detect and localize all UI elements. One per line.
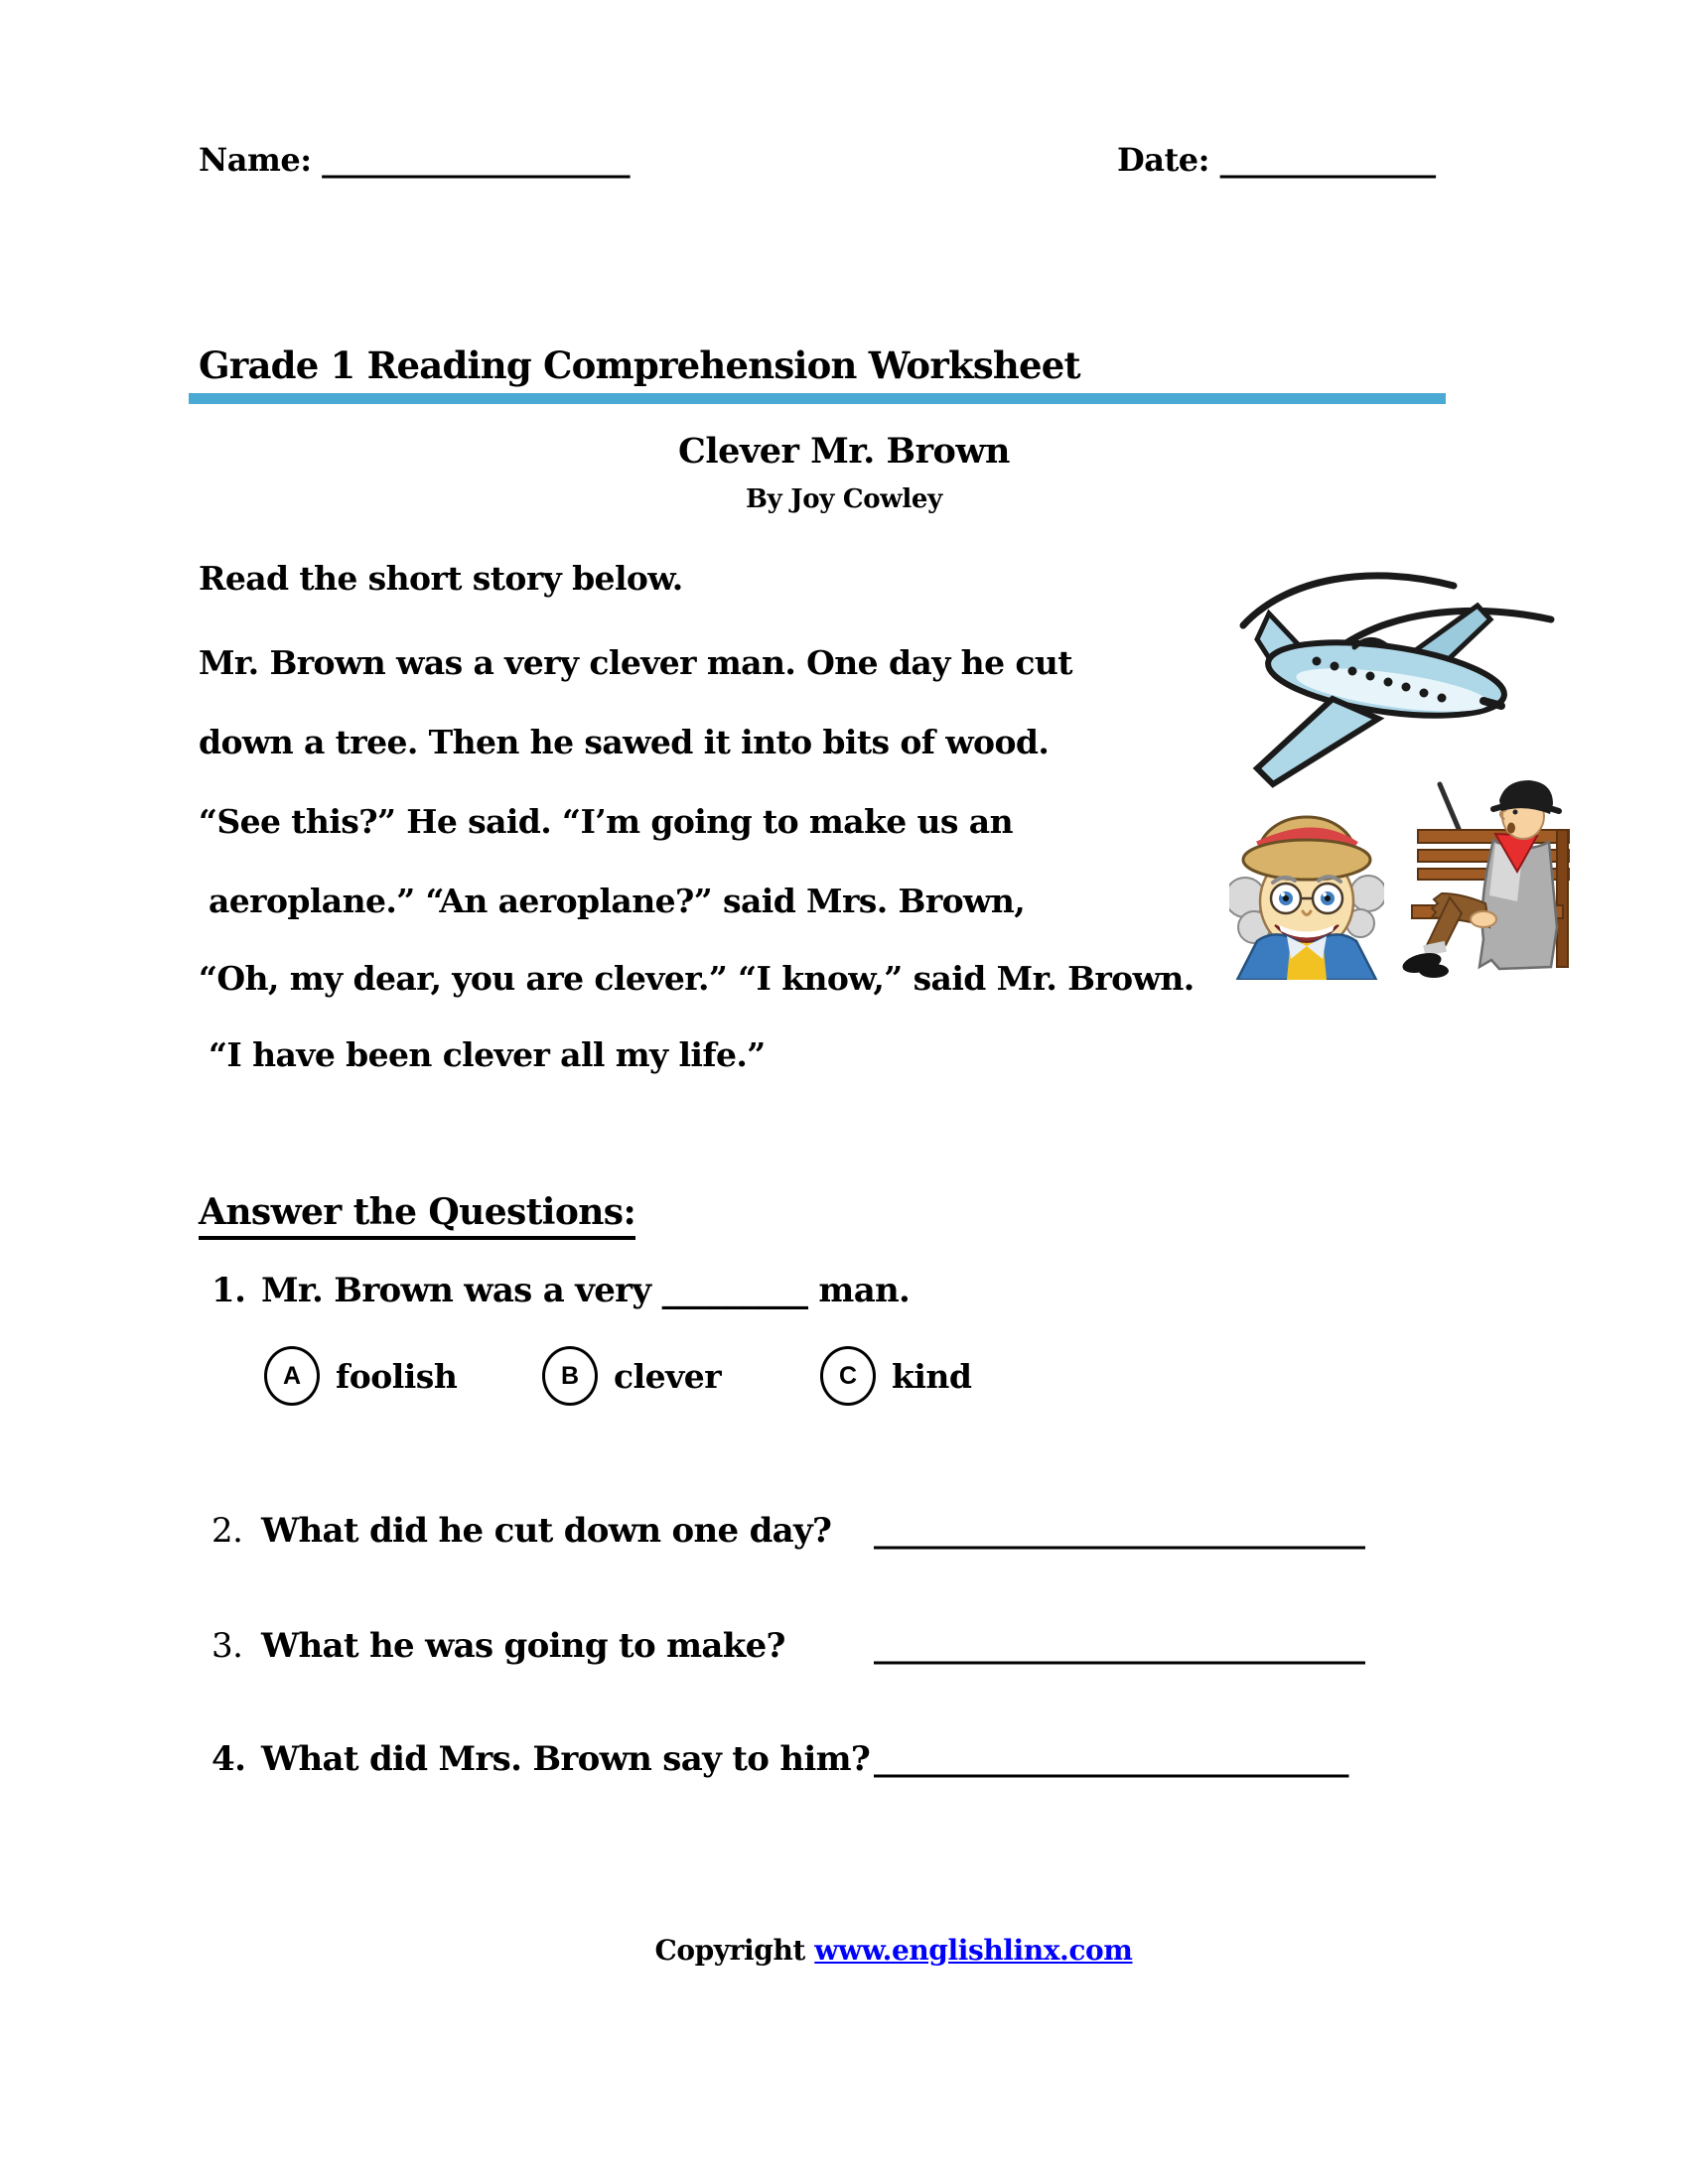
question-text: Mr. Brown was a very _________ man. [261, 1271, 911, 1310]
option-c-circle: C [820, 1346, 876, 1406]
story-line: aeroplane.” “An aeroplane?” said Mrs. Brown, [209, 882, 1026, 920]
answer-blank-line: ______________________________ [874, 1626, 1365, 1665]
worksheet-title: Grade 1 Reading Comprehension Worksheet [199, 343, 1080, 387]
question-number: 3. [211, 1626, 243, 1666]
option-b-label: clever [614, 1356, 722, 1396]
answer-blank-line: ______________________________ [874, 1511, 1365, 1550]
copyright-label: Copyright [654, 1934, 805, 1967]
plane-near-wing [1257, 699, 1378, 784]
option-c [820, 1346, 971, 1406]
question-2 [0, 1511, 1688, 1561]
option-b-circle: B [542, 1346, 598, 1406]
date-blank-line: ______________ [1219, 141, 1436, 179]
name-field [199, 141, 630, 179]
question-number: 4. [211, 1739, 246, 1779]
story-line: Mr. Brown was a very clever man. One day he cut [199, 643, 1072, 682]
option-a-circle: A [264, 1346, 320, 1406]
story-line: “I have been clever all my life.” [209, 1035, 766, 1074]
airplane-clipart [1219, 556, 1579, 804]
man-hand [1471, 911, 1496, 927]
story-line: “Oh, my dear, you are clever.” “I know,” said Mr. Brown. [199, 959, 1195, 998]
story-line: down a tree. Then he sawed it into bits of wood. [199, 723, 1050, 761]
copyright-footer [99, 1934, 1688, 1967]
question-text: What he was going to make? [261, 1626, 785, 1666]
date-label: Date: [1117, 141, 1209, 179]
grandma-hat-brim [1243, 840, 1370, 880]
story-byline: By Joy Cowley [746, 484, 942, 514]
cane [1440, 784, 1462, 836]
plane-nose-mark [1483, 701, 1501, 706]
grandma-clipart [1229, 786, 1384, 980]
question-4 [0, 1739, 1688, 1789]
question-1 [0, 1271, 1688, 1320]
story-instruction: Read the short story below. [199, 559, 683, 598]
man-eye [1513, 810, 1518, 815]
question-text: What did he cut down one day? [261, 1511, 832, 1551]
man-mouth [1507, 823, 1515, 834]
name-label: Name: [199, 141, 312, 179]
question-text: What did Mrs. Brown say to him? [261, 1739, 871, 1779]
story-title: Clever Mr. Brown [678, 431, 1010, 472]
option-a [264, 1346, 457, 1406]
answer-blank-line: _____________________________ [874, 1739, 1349, 1778]
option-b [542, 1346, 721, 1406]
story-line: “See this?” He said. “I’m going to make us an [199, 802, 1013, 841]
date-field [1117, 141, 1436, 179]
title-rule [189, 393, 1446, 404]
question-number: 1. [211, 1271, 246, 1310]
option-a-label: foolish [336, 1356, 458, 1396]
option-c-label: kind [892, 1356, 972, 1396]
englishlinx-link[interactable]: www.englishlinx.com [814, 1934, 1133, 1967]
question-3 [0, 1626, 1688, 1676]
answer-questions-heading: Answer the Questions: [199, 1191, 635, 1240]
name-blank-line: ____________________ [322, 141, 631, 179]
question-number: 2. [211, 1511, 243, 1551]
man-on-bench-clipart [1382, 778, 1577, 979]
